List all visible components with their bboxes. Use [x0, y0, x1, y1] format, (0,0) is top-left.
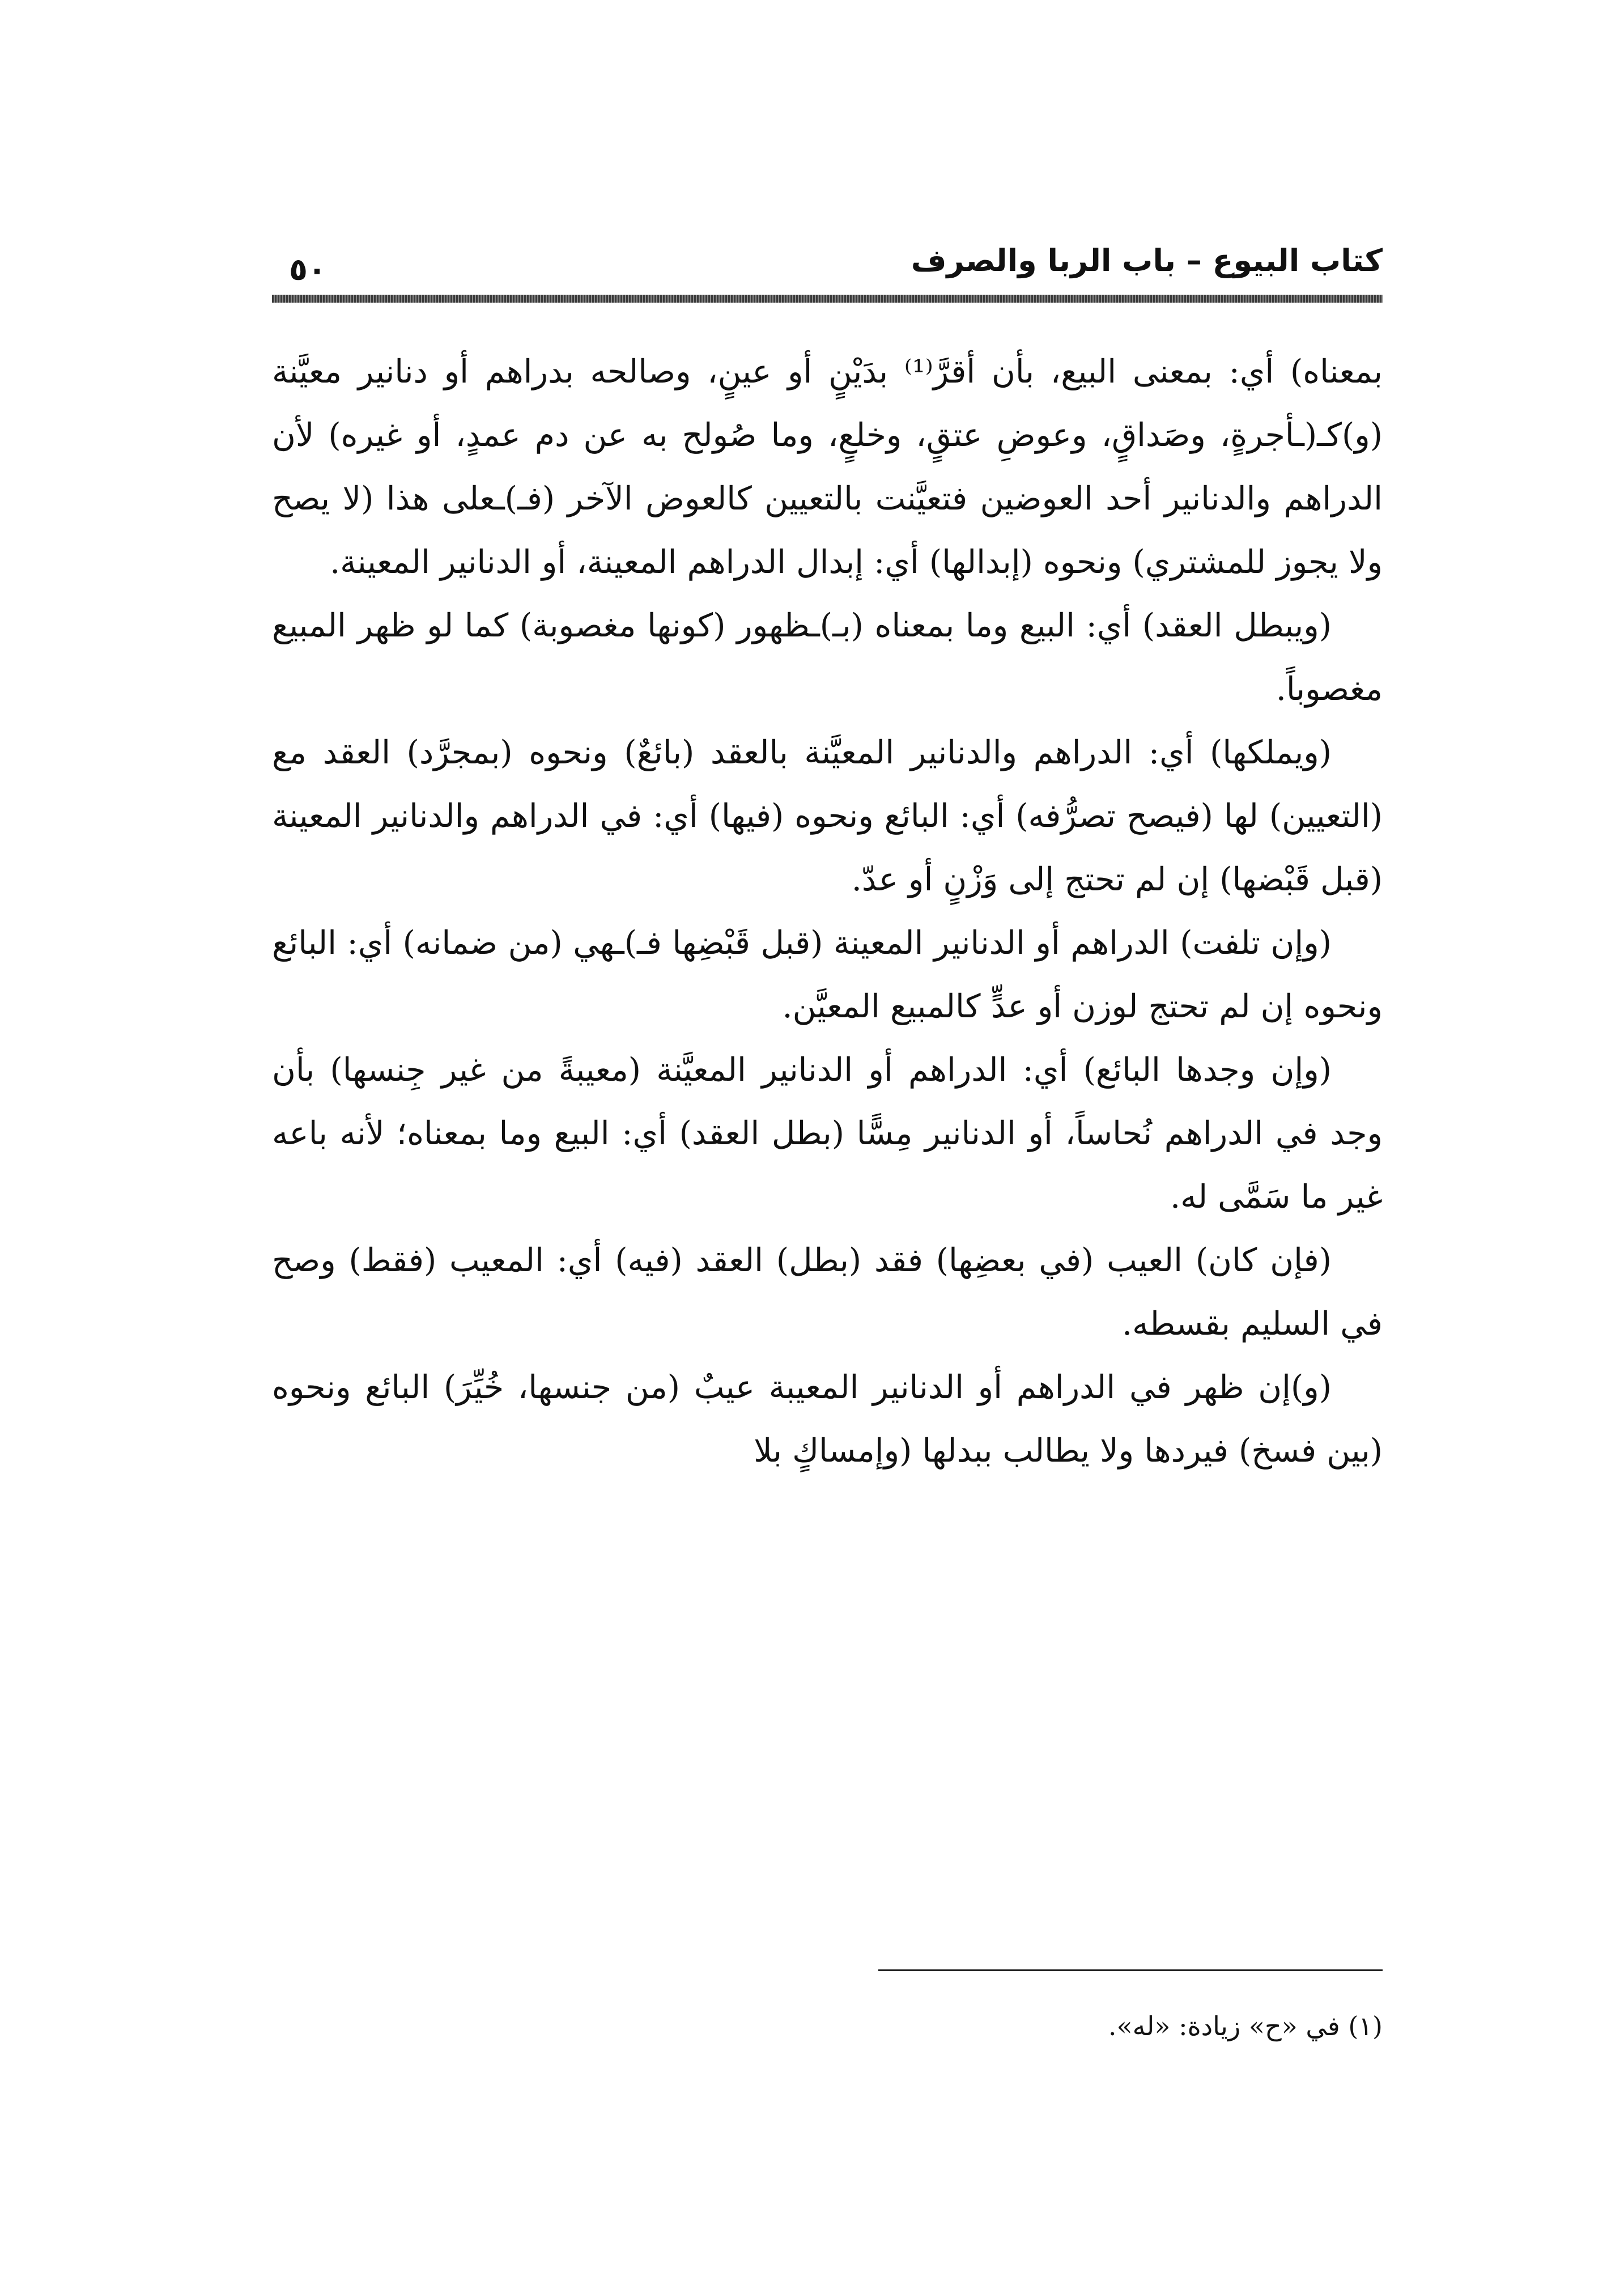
paragraph-2: (ويبطل العقد) أي: البيع وما بمعناه (بـ)ـظهور (كونها مغصوبة) كما لو ظهر المبيع مغصوباً.	[272, 607, 1383, 708]
header-rule	[272, 295, 1383, 303]
paragraph-6: (فإن كان) العيب (في بعضِها) فقد (بطل) العقد (فيه) أي: المعيب (فقط) وصح في السليم بقسطه.	[272, 1242, 1383, 1343]
footnote-rule	[878, 1969, 1383, 1971]
paragraph-5: (وإن وجدها البائع) أي: الدراهم أو الدنانير المعيَّنة (معيبةً من غير جِنسها) بأن وجد في الدراهم نُحاساً، أو الدنانير مِسًّا (بطل العقد) أي: البيع وما بمعناه؛ لأنه باعه غير ما سَمَّى له.	[272, 1051, 1383, 1216]
running-title: كتاب البيوع – باب الربا والصرف	[911, 243, 1383, 278]
page-header	[272, 238, 1383, 300]
paragraph-3: (ويملكها) أي: الدراهم والدنانير المعيَّنة بالعقد (بائعٌ) ونحوه (بمجرَّد) العقد مع (التعيين) لها (فيصح تصرُّفه) أي: البائع ونحوه (فيها) أي: في الدراهم والدنانير المعينة (قبل قَبْضها) إن لم تحتج إلى وَزْنٍ أو عدّ.	[272, 734, 1383, 898]
body-text	[272, 340, 1383, 1483]
footnote: (١) في «ح» زيادة: «له».	[1108, 2011, 1383, 2041]
paragraph-4: (وإن تلفت) الدراهم أو الدنانير المعينة (قبل قَبْضِها فـ)ـهي (من ضمانه) أي: البائع ونحوه إن لم تحتج لوزن أو عدٍّ كالمبيع المعيَّن.	[272, 924, 1383, 1025]
paragraph-7: (و)إن ظهر في الدراهم أو الدنانير المعيبة عيبٌ (من جنسها، خُيِّرَ) البائع ونحوه (بين فسخ) فيردها ولا يطالب ببدلها (وإمساكٍ بلا	[272, 1369, 1383, 1470]
page-number: ٥٠	[289, 252, 326, 287]
paragraph-1: بمعناه) أي: بمعنى البيع، بأن أقرَّ⁽¹⁾ بدَيْنٍ أو عينٍ، وصالحه بدراهم أو دنانير معيَّنة (و)كـ(ـأجرةٍ، وصَداقٍ، وعوضِ عتقٍ، وخلعٍ، وما صُولح به عن دم عمدٍ، أو غيره) لأن الدراهم والدنانير أحد العوضين فتعيَّنت بالتعيين كالعوض الآخر (فـ)ـعلى هذا (لا يصح ولا يجوز للمشتري) ونحوه (إبدالها) أي: إبدال الدراهم المعينة، أو الدنانير المعينة.	[272, 353, 1383, 581]
